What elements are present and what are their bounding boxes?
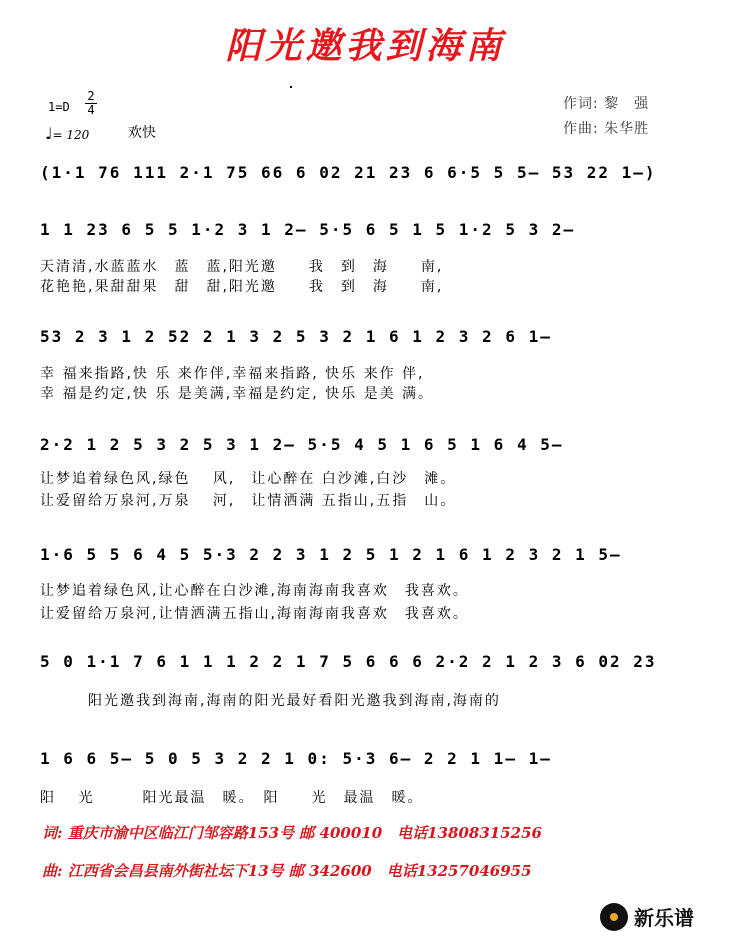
- lyric-row-5-verse-1: 让梦追着绿色风,让心醉在白沙滩,海南海南我喜欢 我喜欢。: [40, 583, 469, 599]
- score-row-3: [40, 322, 700, 352]
- score-row-5: [40, 540, 700, 570]
- record-disc-icon: [600, 903, 628, 931]
- score-row-2: [40, 215, 700, 245]
- time-bottom: 4: [87, 103, 95, 117]
- site-logo: [600, 902, 694, 931]
- notes-row-7: 1 6 6 5– 5 0 5 3 2 2 1 0: 5·3 6– 2 2 1 1– 1–: [40, 749, 552, 768]
- mood-marking: 欢快: [128, 125, 156, 141]
- score-row-6: [40, 647, 700, 677]
- notes-row-1: (1·1 76 111 2·1 75 66 6 02 21 23 6 6·5 5 5– 53 22 1–): [40, 163, 657, 182]
- lyric-row-7: 阳 光 阳光最温 暖。 阳 光 最温 暖。: [40, 790, 424, 806]
- time-signature: [85, 90, 97, 117]
- lyric-row-2-verse-2: 花艳艳,果甜甜果 甜 甜,阳光邀 我 到 海 南,: [40, 279, 444, 295]
- notes-row-2: 1 1 23 6 5 5 1·2 3 1 2– 5·5 6 5 1 5 1·2 5 3 2–: [40, 220, 576, 239]
- time-top: 2: [87, 89, 95, 103]
- notes-row-5: 1·6 5 5 6 4 5 5·3 2 2 3 1 2 5 1 2 1 6 1 2 3 2 1 5–: [40, 545, 622, 564]
- song-title: 阳光邀我到海南: [225, 25, 506, 67]
- score-row-1: [40, 158, 700, 188]
- stray-dot: [290, 86, 292, 88]
- score-row-7: [40, 744, 700, 774]
- notes-row-6: 5 0 1·1 7 6 1 1 1 2 2 1 7 5 6 6 6 2·2 2 1 2 3 6 02 23: [40, 652, 657, 671]
- lyric-row-3-verse-2: 幸 福是约定,快 乐 是美满,幸福是约定, 快乐 是美 满。: [40, 386, 435, 402]
- lyric-row-4-verse-2: 让爱留给万泉河,万泉 河, 让情洒满 五指山,五指 山。: [40, 493, 457, 509]
- composer-credit: 作曲: 朱华胜: [563, 121, 650, 137]
- lyricist-address: 词: 重庆市渝中区临江门邹容路153号 邮 400010 电话13808315256: [42, 824, 542, 842]
- lyric-row-2-verse-1: 天清清,水蓝蓝水 蓝 蓝,阳光邀 我 到 海 南,: [40, 259, 444, 275]
- notes-row-4: 2·2 1 2 5 3 2 5 3 1 2– 5·5 4 5 1 6 5 1 6 4 5–: [40, 435, 564, 454]
- lyric-row-4-verse-1: 让梦追着绿色风,绿色 风, 让心醉在 白沙滩,白沙 滩。: [40, 471, 457, 487]
- notes-row-3: 53 2 3 1 2 52 2 1 3 2 5 3 2 1 6 1 2 3 2 6 1–: [40, 327, 552, 346]
- score-row-4: [40, 430, 700, 460]
- lyricist-credit: 作词: 黎 强: [563, 96, 650, 112]
- lyric-row-5-verse-2: 让爱留给万泉河,让情洒满五指山,海南海南我喜欢 我喜欢。: [40, 606, 469, 622]
- composer-address: 曲: 江西省会昌县南外街社坛下13号 邮 342600 电话13257046955: [42, 862, 532, 880]
- logo-text: 新乐谱: [634, 906, 694, 930]
- key-signature: 1=D: [48, 100, 70, 114]
- tempo-value: = 120: [52, 128, 90, 142]
- tempo-marking: [45, 124, 89, 143]
- quarter-note-icon: ♩: [45, 124, 53, 143]
- lyric-row-6: 阳光邀我到海南,海南的阳光最好看阳光邀我到海南,海南的: [88, 693, 501, 709]
- lyric-row-3-verse-1: 幸 福来指路,快 乐 来作伴,幸福来指路, 快乐 来作 伴,: [40, 366, 425, 382]
